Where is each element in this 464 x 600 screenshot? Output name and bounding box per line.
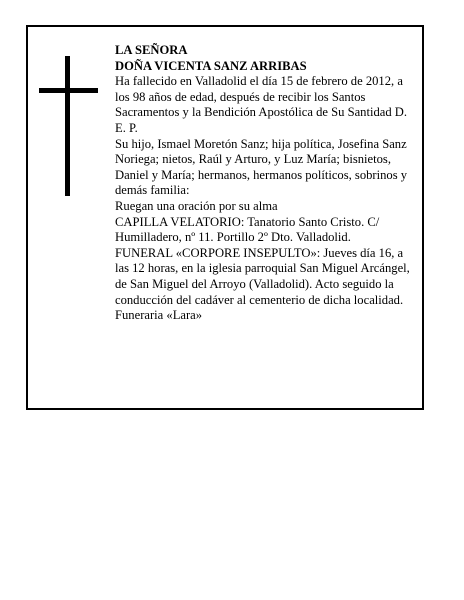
obituary-notice bbox=[26, 25, 424, 410]
funeral-details: FUNERAL «CORPORE INSEPULTO»: Jueves día 16, a las 12 horas, en la iglesia parroquial San Miguel Arcángel, de San Miguel del Arroyo (Valladolid). Acto seguido la conducción del cadáver al cementerio de dicha localidad. bbox=[115, 245, 410, 307]
cross-horizontal-bar bbox=[39, 88, 98, 93]
cross-vertical-bar bbox=[65, 56, 70, 196]
notice-text bbox=[115, 43, 420, 324]
wake-chapel-details: CAPILLA VELATORIO: Tanatorio Santo Cristo. C/ Humilladero, nº 11. Portillo 2º Dto. Valladolid. bbox=[115, 214, 380, 245]
funeral-home: Funeraria «Lara» bbox=[115, 308, 203, 323]
notice-title-line-1: LA SEÑORA bbox=[115, 43, 188, 57]
latin-cross-icon bbox=[39, 56, 99, 196]
family-list: Su hijo, Ismael Moretón Sanz; hija política, Josefina Sanz Noriega; nietos, Raúl y Arturo, y Luz María; bisnietos, Daniel y María; hermanos, hermanos políticos, sobrinos y demás familia: bbox=[115, 136, 408, 198]
death-announcement: Ha fallecido en Valladolid el día 15 de febrero de 2012, a los 98 años de edad, después de recibir los Santos Sacramentos y la Bendición Apostólica de Su Santidad D. E. P. bbox=[115, 74, 408, 135]
deceased-name: DOÑA VICENTA SANZ ARRIBAS bbox=[115, 58, 307, 73]
prayer-request: Ruegan una oración por su alma bbox=[115, 198, 278, 213]
